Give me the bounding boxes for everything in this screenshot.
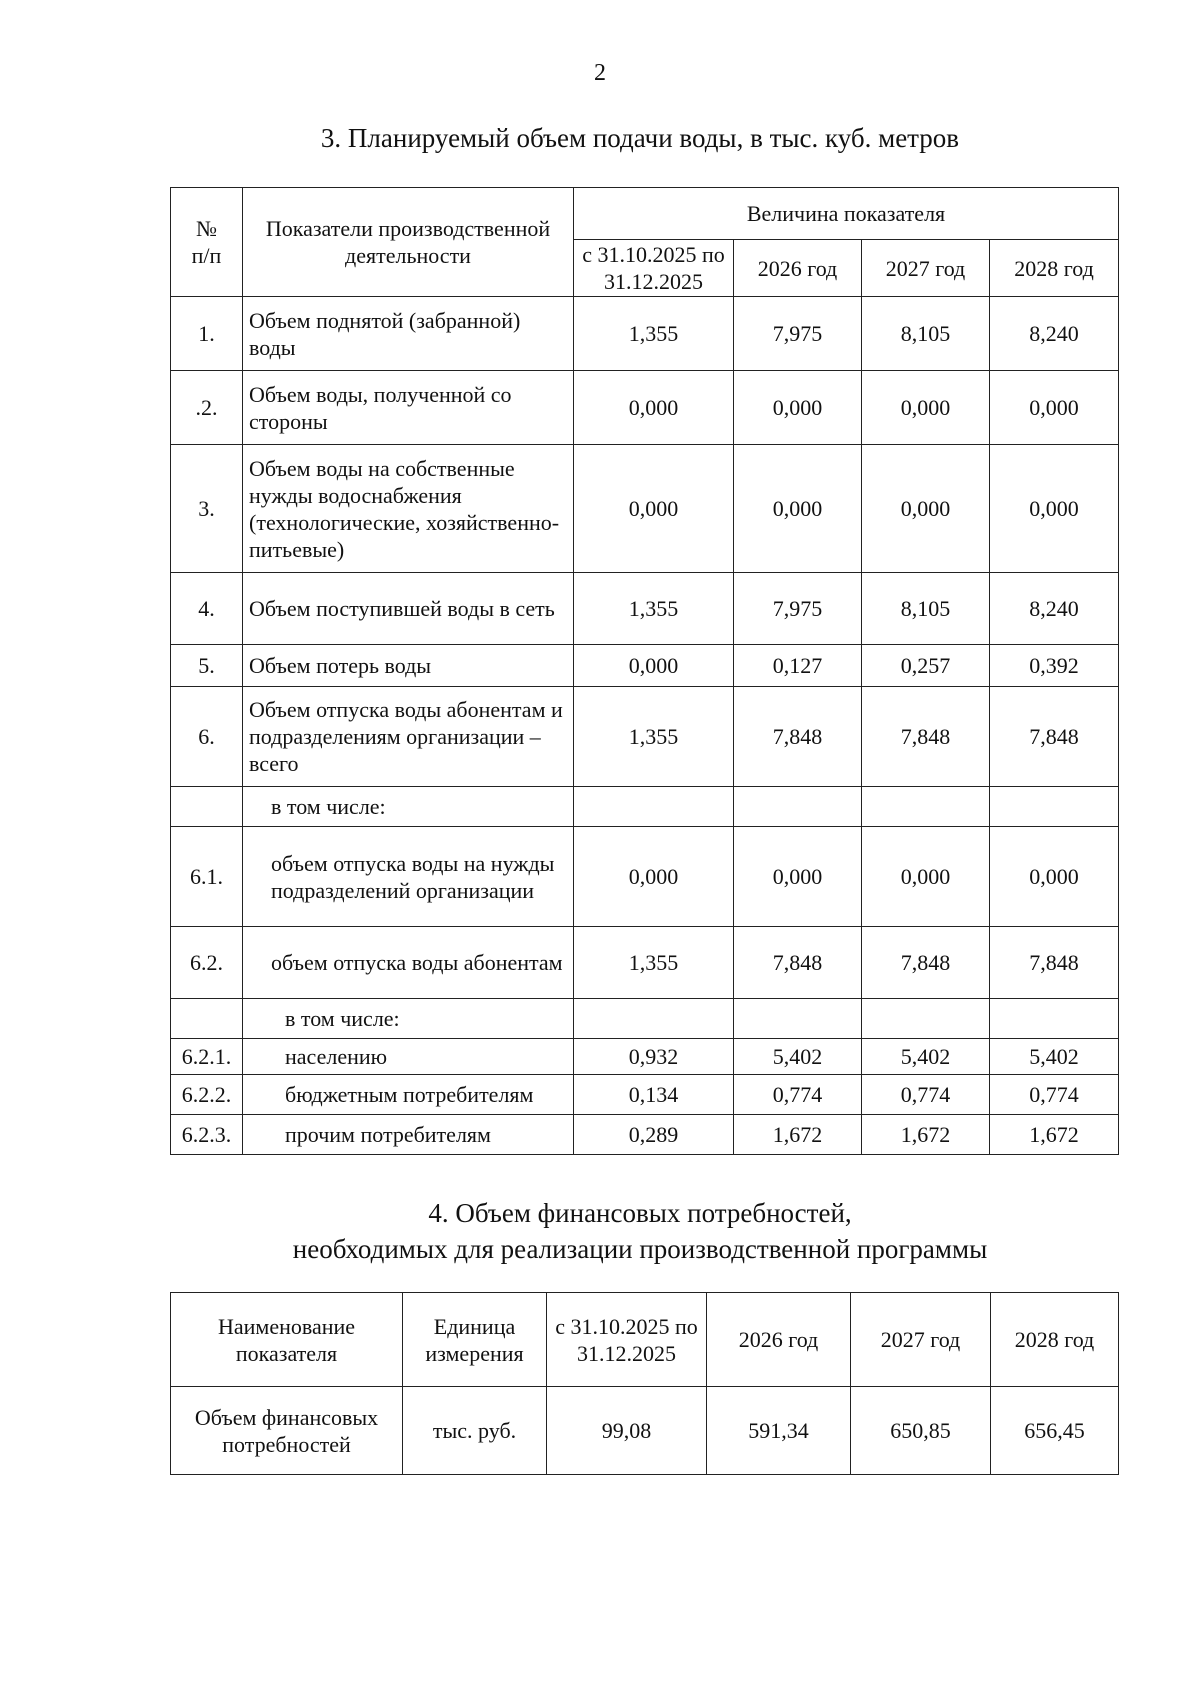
row-value: 0,289 [574,1115,734,1155]
row-value: 0,000 [574,827,734,927]
fin-header-period-4: 2028 год [991,1293,1119,1387]
header-indicator: Показатели производственной деятельности [243,188,574,297]
row-value [990,787,1119,827]
header-period-2: 2026 год [734,240,862,297]
row-num [171,999,243,1039]
page-number: 2 [594,60,606,86]
row-num: 6.2.3. [171,1115,243,1155]
row-value: 1,355 [574,573,734,645]
table-row [171,1075,1119,1115]
fin-header-unit: Единица измерения [403,1293,547,1387]
row-label: в том числе: [243,999,574,1039]
row-num: 6.2. [171,927,243,999]
water-supply-table [170,187,1119,1155]
row-num [171,787,243,827]
table-row [171,445,1119,573]
row-value: 0,000 [734,827,862,927]
table-row [171,1115,1119,1155]
row-value: 8,240 [990,573,1119,645]
row-label: объем отпуска воды абонентам [243,927,574,999]
fin-header-period-1: с 31.10.2025 по 31.12.2025 [547,1293,707,1387]
row-value: 0,257 [862,645,990,687]
table-row [171,787,1119,827]
header-period-1: с 31.10.2025 по 31.12.2025 [574,240,734,297]
row-label: прочим потребителям [243,1115,574,1155]
fin-row-unit: тыс. руб. [403,1387,547,1475]
row-value: 8,105 [862,573,990,645]
row-value: 0,000 [862,371,990,445]
table-row [171,827,1119,927]
row-value [734,999,862,1039]
row-value: 0,774 [990,1075,1119,1115]
header-period-4: 2028 год [990,240,1119,297]
row-num: 4. [171,573,243,645]
row-value: 1,672 [990,1115,1119,1155]
fin-row-value-1: 99,08 [547,1387,707,1475]
row-label: Объем воды, полученной со стороны [243,371,574,445]
row-value [990,999,1119,1039]
row-value: 1,672 [862,1115,990,1155]
header-num: № п/п [171,188,243,297]
row-value: 0,000 [574,445,734,573]
row-value: 7,975 [734,573,862,645]
table-row [171,297,1119,371]
fin-row-value-3: 650,85 [851,1387,991,1475]
row-label: населению [243,1039,574,1075]
header-period-3: 2027 год [862,240,990,297]
row-value: 0,774 [734,1075,862,1115]
table-row [171,1039,1119,1075]
row-value: 0,932 [574,1039,734,1075]
row-value: 8,105 [862,297,990,371]
row-value: 7,848 [734,687,862,787]
row-value: 0,000 [862,827,990,927]
row-value: 0,000 [574,645,734,687]
row-value: 0,000 [734,371,862,445]
table-row [171,371,1119,445]
row-value: 7,975 [734,297,862,371]
fin-row-value-4: 656,45 [991,1387,1119,1475]
row-value: 0,134 [574,1075,734,1115]
row-num: 6.2.2. [171,1075,243,1115]
row-value [574,999,734,1039]
fin-row-label: Объем финансовых потребностей [171,1387,403,1475]
row-num: 1. [171,297,243,371]
row-label: в том числе: [243,787,574,827]
table-row [171,573,1119,645]
row-num: 3. [171,445,243,573]
table-row [171,645,1119,687]
row-value: 7,848 [862,687,990,787]
row-label: Объем поднятой (забранной) воды [243,297,574,371]
table-row [171,687,1119,787]
row-label: Объем отпуска воды абонентам и подразделениям организации – всего [243,687,574,787]
row-num: 5. [171,645,243,687]
fin-header-period-3: 2027 год [851,1293,991,1387]
row-num: 6. [171,687,243,787]
row-value: 0,000 [990,371,1119,445]
row-value: 1,355 [574,927,734,999]
row-value: 0,392 [990,645,1119,687]
row-value: 0,000 [862,445,990,573]
row-value: 5,402 [734,1039,862,1075]
row-value [574,787,734,827]
section4-title-line2: необходимых для реализации производственной программы [292,1234,988,1264]
row-value: 5,402 [862,1039,990,1075]
row-value: 0,000 [990,827,1119,927]
table-row [171,999,1119,1039]
row-value: 1,355 [574,687,734,787]
row-num: 6.1. [171,827,243,927]
row-num: .2. [171,371,243,445]
row-value: 7,848 [862,927,990,999]
header-value-group: Величина показателя [574,188,1119,240]
fin-header-period-2: 2026 год [707,1293,851,1387]
row-value: 7,848 [734,927,862,999]
row-value: 0,000 [734,445,862,573]
fin-row-value-2: 591,34 [707,1387,851,1475]
row-value: 0,127 [734,645,862,687]
table-row [171,927,1119,999]
row-label: Объем воды на собственные нужды водоснабжения (технологические, хозяйственно-питьевые) [243,445,574,573]
row-value: 8,240 [990,297,1119,371]
section4-title [40,1195,1200,1267]
row-label: объем отпуска воды на нужды подразделений организации [243,827,574,927]
financial-needs-table [170,1292,1119,1475]
row-value [734,787,862,827]
row-value [862,787,990,827]
row-label: Объем потерь воды [243,645,574,687]
row-value: 1,355 [574,297,734,371]
row-value: 0,000 [990,445,1119,573]
row-value: 1,672 [734,1115,862,1155]
row-value: 0,774 [862,1075,990,1115]
row-value: 5,402 [990,1039,1119,1075]
row-value: 7,848 [990,687,1119,787]
section3-title: 3. Планируемый объем подачи воды, в тыс. куб. метров [320,123,960,153]
row-label: Объем поступившей воды в сеть [243,573,574,645]
row-value: 0,000 [574,371,734,445]
row-value: 7,848 [990,927,1119,999]
section4-title-line1: 4. Объем финансовых потребностей, [428,1198,852,1228]
row-num: 6.2.1. [171,1039,243,1075]
row-label: бюджетным потребителям [243,1075,574,1115]
fin-header-name: Наименование показателя [171,1293,403,1387]
row-value [862,999,990,1039]
